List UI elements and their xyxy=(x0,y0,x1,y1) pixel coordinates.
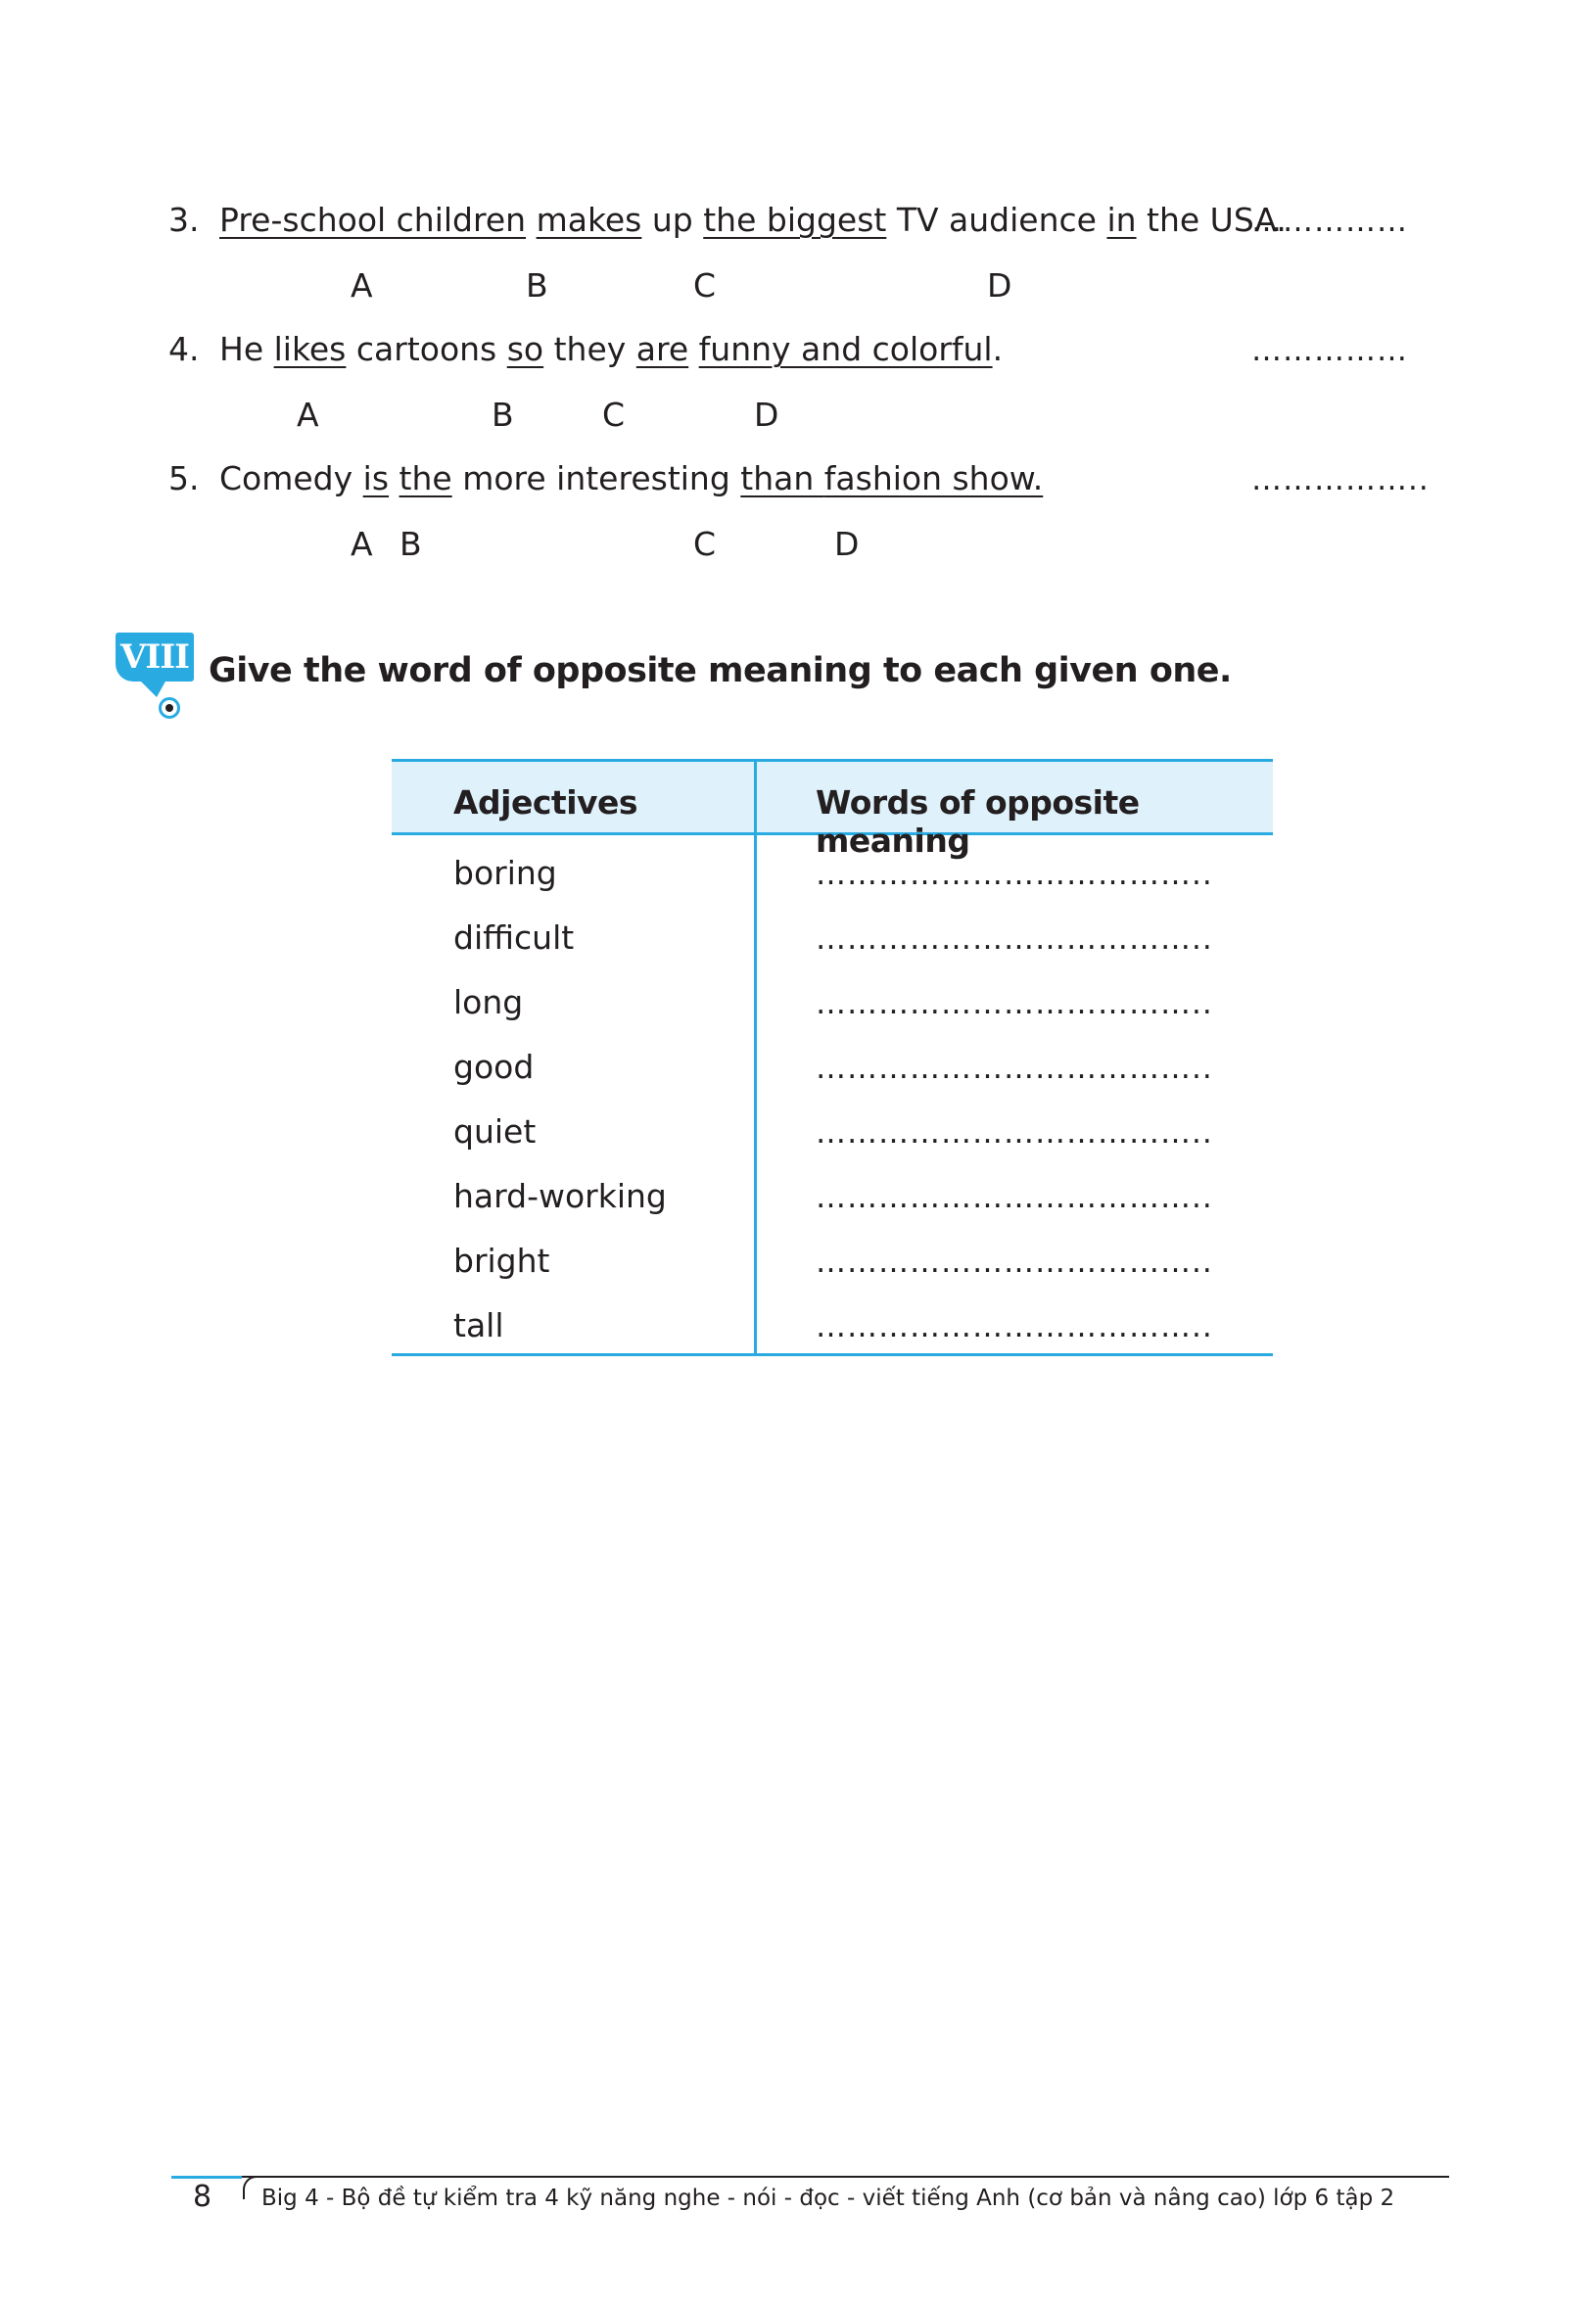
answer-blank[interactable]: …………… xyxy=(1251,333,1408,368)
table-row-answer-blank[interactable]: ……………………………….. xyxy=(816,857,1213,892)
question-5 xyxy=(168,459,1043,497)
option-letter-a: A xyxy=(351,525,373,563)
page-number: 8 xyxy=(193,2180,212,2214)
table-row-answer-blank[interactable]: ……………………………….. xyxy=(816,921,1213,957)
sentence-text: TV audience xyxy=(886,201,1107,239)
option-letter-b: B xyxy=(526,266,548,305)
option-letter-a: A xyxy=(297,396,319,434)
sentence-text: cartoons xyxy=(346,330,507,368)
question-number: 5. xyxy=(168,459,200,497)
underlined-part-b: makes xyxy=(536,201,642,239)
table-row-adjective: bright xyxy=(453,1242,550,1280)
underlined-part-a: is xyxy=(362,459,390,497)
underlined-part-d: funny and colorful xyxy=(698,330,993,368)
question-4 xyxy=(168,330,1003,368)
footer-hook-ornament xyxy=(243,2176,258,2199)
option-letter-d: D xyxy=(834,525,860,563)
option-letter-c: C xyxy=(693,525,717,563)
column-header-opposites: Words of opposite meaning xyxy=(816,783,1140,860)
speech-bubble-tail-icon xyxy=(139,680,166,697)
table-row-answer-blank[interactable]: ……………………………….. xyxy=(816,1051,1213,1086)
table-row-answer-blank[interactable]: ……………………………….. xyxy=(816,1245,1213,1280)
answer-blank[interactable]: …………….. xyxy=(1251,462,1430,497)
table-row-adjective: quiet xyxy=(453,1112,537,1151)
table-row-adjective: difficult xyxy=(453,918,575,957)
table-header-row xyxy=(392,759,1273,860)
eye-icon xyxy=(159,697,180,719)
underlined-part-b: so xyxy=(506,330,544,368)
sentence-text xyxy=(688,330,699,368)
question-number: 3. xyxy=(168,201,200,239)
option-letter-a: A xyxy=(351,266,373,305)
question-number: 4. xyxy=(168,330,200,368)
table-row-answer-blank[interactable]: ……………………………….. xyxy=(816,1309,1213,1344)
option-letter-c: C xyxy=(602,396,626,434)
sentence-text: more interesting xyxy=(451,459,741,497)
underlined-part-a: likes xyxy=(273,330,347,368)
section-badge: VIII xyxy=(116,633,194,682)
table-row-adjective: hard-working xyxy=(453,1177,667,1215)
column-divider xyxy=(754,759,757,1356)
sentence-text: Comedy xyxy=(219,459,363,497)
underlined-part-c: than xyxy=(740,459,824,497)
column-header-adjectives: Adjectives xyxy=(453,783,638,822)
table-row-adjective: good xyxy=(453,1048,535,1086)
footer-book-title: Big 4 - Bộ đề tự kiểm tra 4 kỹ năng nghe - nói - đọc - viết tiếng Anh (cơ bản và nâng cao) lớp 6 tập 2 xyxy=(261,2186,1395,2211)
sentence-text: they xyxy=(543,330,636,368)
question-3 xyxy=(168,201,1287,239)
section-title: Give the word of opposite meaning to each given one. xyxy=(209,651,1232,690)
opposites-table xyxy=(392,759,1273,1356)
sentence-text xyxy=(389,459,399,497)
answer-blank[interactable]: …………… xyxy=(1251,204,1408,239)
option-letter-b: B xyxy=(399,525,422,563)
option-letter-d: D xyxy=(754,396,779,434)
underlined-part-d: in xyxy=(1106,201,1137,239)
table-row-adjective: boring xyxy=(453,854,557,892)
table-row-adjective: tall xyxy=(453,1306,504,1344)
underlined-part-c: the biggest xyxy=(703,201,887,239)
sentence-text xyxy=(526,201,537,239)
table-row-answer-blank[interactable]: ……………………………….. xyxy=(816,986,1213,1021)
sentence-text: . xyxy=(992,330,1004,368)
option-letter-d: D xyxy=(987,266,1012,305)
footer-accent-rule xyxy=(171,2176,242,2179)
underlined-part-b: the xyxy=(399,459,452,497)
option-letter-c: C xyxy=(693,266,717,305)
table-bottom-rule xyxy=(392,1353,1273,1356)
underlined-part-d: fashion show. xyxy=(823,459,1044,497)
sentence-text: up xyxy=(641,201,704,239)
table-row-answer-blank[interactable]: ……………………………….. xyxy=(816,1180,1213,1215)
table-row-adjective: long xyxy=(453,983,524,1021)
sentence-text: He xyxy=(219,330,274,368)
underlined-part-a: Pre-school children xyxy=(219,201,527,239)
underlined-part-c: are xyxy=(635,330,689,368)
sentence-text: the USA. xyxy=(1136,201,1287,239)
option-letter-b: B xyxy=(492,396,514,434)
table-row-answer-blank[interactable]: ……………………………….. xyxy=(816,1115,1213,1151)
footer-rule xyxy=(171,2176,1449,2178)
